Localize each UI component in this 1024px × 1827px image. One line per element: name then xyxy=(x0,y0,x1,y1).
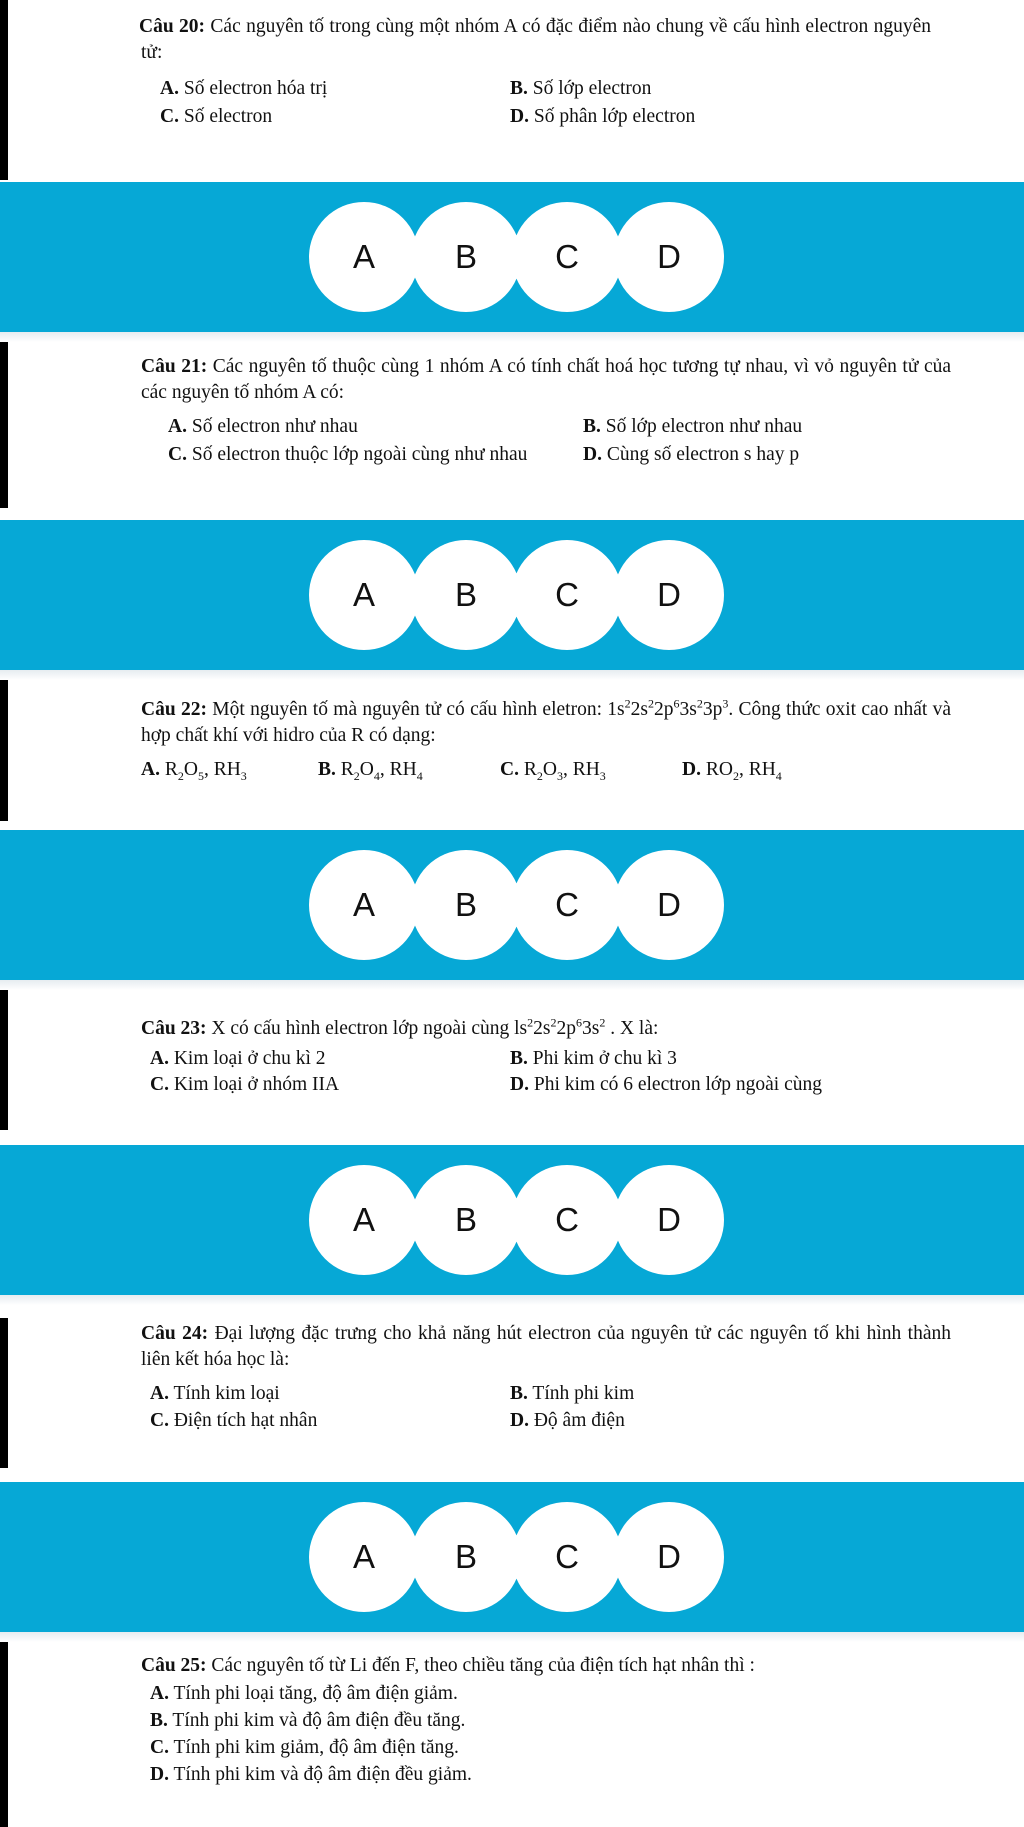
question-number: Câu 25: xyxy=(141,1655,207,1676)
question-text xyxy=(141,1321,951,1373)
option-c: C. Số electron xyxy=(160,106,273,127)
question-22 xyxy=(0,696,1024,783)
option-c: C. Số electron thuộc lớp ngoài cùng như nhau xyxy=(168,444,528,465)
option-b: B. Tính phi kim xyxy=(510,1383,635,1404)
band-shadow xyxy=(0,670,1024,680)
question-text xyxy=(141,354,951,406)
question-body: Các nguyên tố từ Li đến F, theo chiều tăng của điện tích hạt nhân thì : xyxy=(211,1655,755,1676)
question-body: Một nguyên tố mà nguyên tử có cấu hình eletron: xyxy=(212,699,608,720)
question-body: Đại lượng đặc trưng cho khả năng hút electron của nguyên tử các nguyên tố khi hình thành liên kết hóa học là: xyxy=(141,1323,952,1370)
answer-band xyxy=(0,1482,1024,1632)
choice-d-button[interactable]: D xyxy=(614,540,724,650)
choice-b-button[interactable]: B xyxy=(411,202,521,312)
answer-band xyxy=(0,1145,1024,1295)
choice-b-button[interactable]: B xyxy=(411,1502,521,1612)
option-b: B. Số lớp electron xyxy=(510,78,652,99)
option-d: D. Cùng số electron s hay p xyxy=(583,444,800,465)
question-24 xyxy=(0,1321,1024,1431)
option-c: C. Tính phi kim giảm, độ âm điện tăng. xyxy=(150,1737,459,1758)
band-shadow xyxy=(0,1632,1024,1642)
answer-band xyxy=(0,182,1024,332)
choice-c-button[interactable]: C xyxy=(512,540,622,650)
choice-a-button[interactable]: A xyxy=(309,540,419,650)
question-text xyxy=(141,697,951,749)
question-number: Câu 23: xyxy=(141,1018,207,1039)
band-shadow xyxy=(0,332,1024,342)
electron-config: $1s^22s^22p^63s^23p^3$ xyxy=(607,696,729,720)
answer-band xyxy=(0,520,1024,670)
electron-config: $ls^22s^22p^63s^2$ xyxy=(514,1015,606,1039)
option-c: C. $R_2O_3$, $RH_3$ xyxy=(500,759,606,783)
question-number: Câu 24: xyxy=(141,1323,209,1344)
band-shadow xyxy=(0,980,1024,990)
choice-c-button[interactable]: C xyxy=(512,202,622,312)
left-edge-bar xyxy=(0,990,8,1130)
choice-d-button[interactable]: D xyxy=(614,1165,724,1275)
question-number: Câu 22: xyxy=(141,699,207,720)
question-20 xyxy=(0,14,1024,127)
question-25 xyxy=(0,1653,1024,1785)
choice-d-button[interactable]: D xyxy=(614,202,724,312)
choice-c-button[interactable]: C xyxy=(512,1502,622,1612)
choice-a-button[interactable]: A xyxy=(309,202,419,312)
option-d: D. Số phân lớp electron xyxy=(510,106,696,127)
question-body: Các nguyên tố trong cùng một nhóm A có đặc điểm nào chung về cấu hình electron nguyên tử: xyxy=(141,16,931,63)
question-number: Câu 20: xyxy=(139,16,206,37)
option-a: A. Tính phi loại tăng, độ âm điện giảm. xyxy=(150,1683,458,1704)
option-c: C. Kim loại ở nhóm IIA xyxy=(150,1074,340,1095)
choice-d-button[interactable]: D xyxy=(614,1502,724,1612)
option-b: B. Tính phi kim và độ âm điện đều tăng. xyxy=(150,1710,466,1731)
choice-a-button[interactable]: A xyxy=(309,1502,419,1612)
option-b: B. Phi kim ở chu kì 3 xyxy=(510,1048,677,1069)
choice-b-button[interactable]: B xyxy=(411,540,521,650)
choice-a-button[interactable]: A xyxy=(309,850,419,960)
choice-b-button[interactable]: B xyxy=(411,1165,521,1275)
question-body-end: . Công thức oxit cao nhất và hợp chất khí với hidro của R có dạng: xyxy=(141,699,952,746)
question-text xyxy=(141,1016,951,1042)
option-a: A. Số electron như nhau xyxy=(168,416,358,437)
question-text xyxy=(141,14,931,66)
option-d: D. Tính phi kim và độ âm điện đều giảm. xyxy=(150,1764,472,1785)
question-21 xyxy=(0,354,1024,465)
question-body-end: . X là: xyxy=(605,1018,659,1039)
choice-d-button[interactable]: D xyxy=(614,850,724,960)
question-body: X có cấu hình electron lớp ngoài cùng xyxy=(211,1018,515,1039)
option-c: C. Điện tích hạt nhân xyxy=(150,1410,318,1431)
option-a: A. $R_2O_5$, $RH_3$ xyxy=(141,759,247,783)
option-a: A. Tính kim loại xyxy=(150,1383,280,1404)
choice-a-button[interactable]: A xyxy=(309,1165,419,1275)
option-d: D. $RO_2$, $RH_4$ xyxy=(682,759,782,783)
option-b: B. $R_2O_4$, $RH_4$ xyxy=(318,759,423,783)
option-a: A. Số electron hóa trị xyxy=(160,78,328,99)
question-text xyxy=(141,1653,951,1679)
question-23 xyxy=(0,1015,1024,1095)
question-number: Câu 21: xyxy=(141,356,208,377)
choice-c-button[interactable]: C xyxy=(512,1165,622,1275)
band-shadow xyxy=(0,1295,1024,1305)
option-d: D. Phi kim có 6 electron lớp ngoài cùng xyxy=(510,1074,822,1095)
choice-b-button[interactable]: B xyxy=(411,850,521,960)
option-d: D. Độ âm điện xyxy=(510,1410,625,1431)
choice-c-button[interactable]: C xyxy=(512,850,622,960)
option-b: B. Số lớp electron như nhau xyxy=(583,416,803,437)
answer-band xyxy=(0,830,1024,980)
question-body: Các nguyên tố thuộc cùng 1 nhóm A có tính chất hoá học tương tự nhau, vì vỏ nguyên tử của các nguyên tố nhóm A có: xyxy=(141,356,952,403)
option-a: A. Kim loại ở chu kì 2 xyxy=(150,1048,326,1069)
